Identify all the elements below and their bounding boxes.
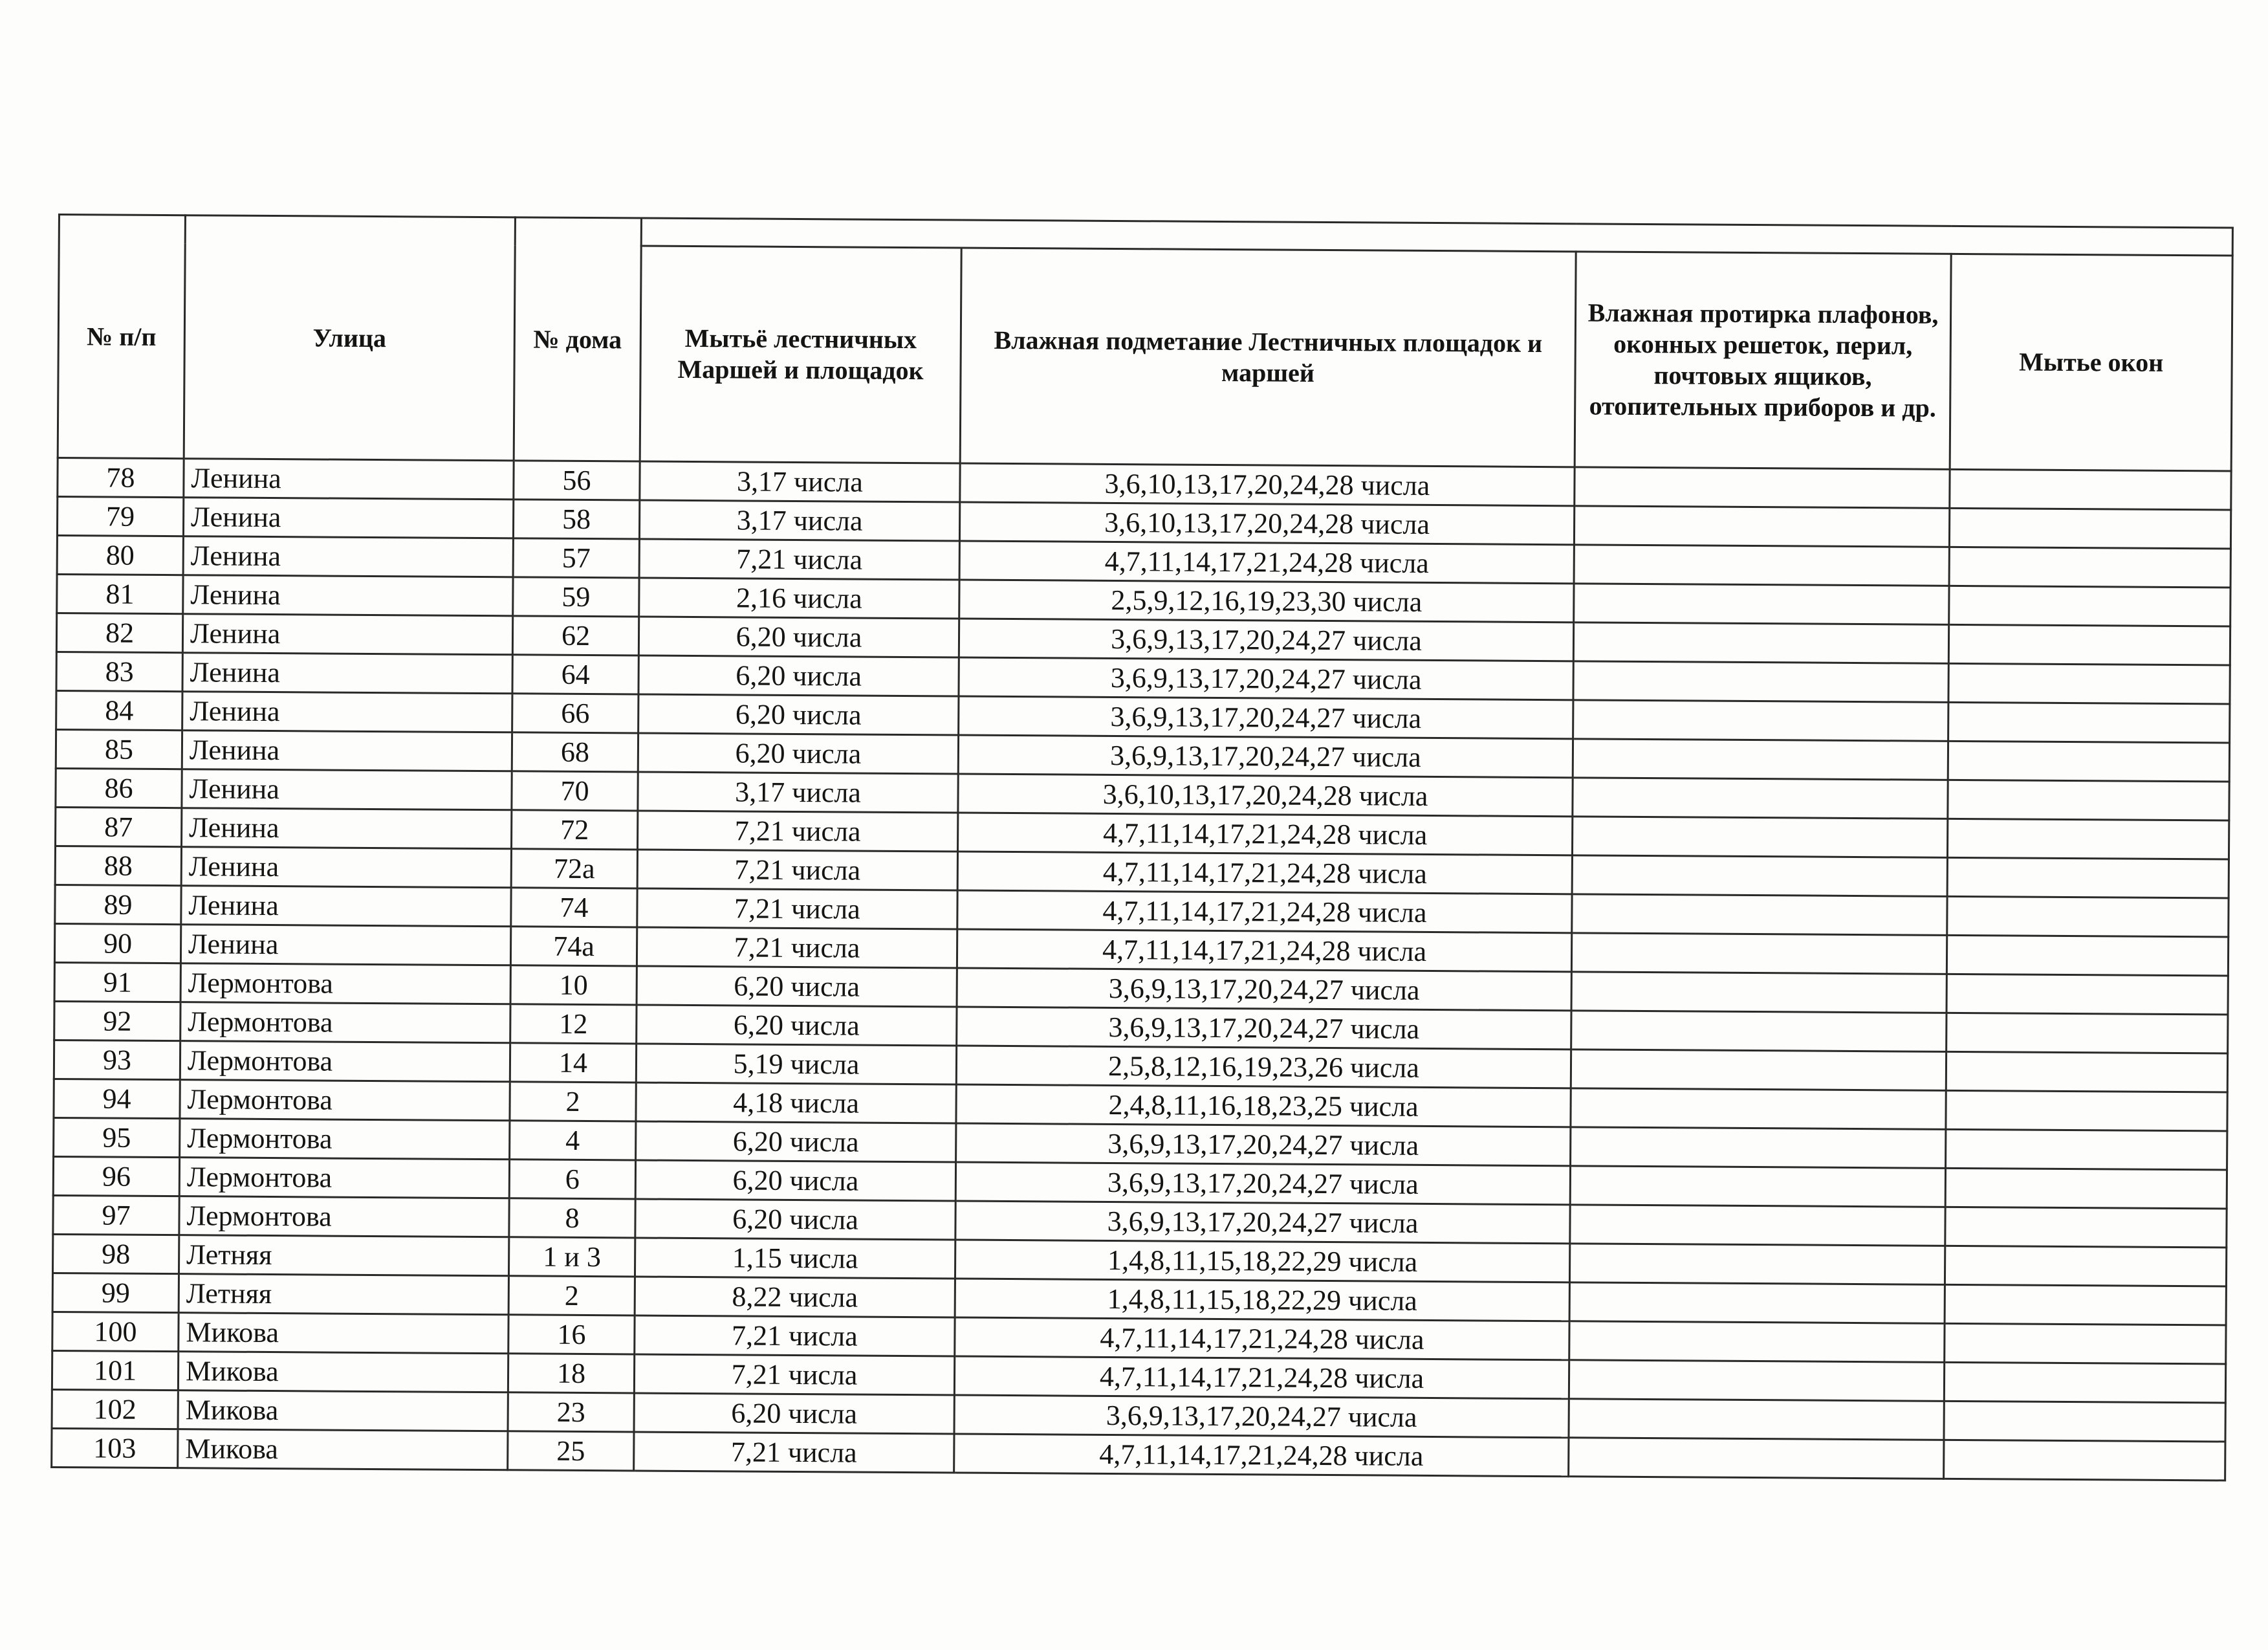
header-stairs-wash: Мытьё лестничных Маршей и площадок [640, 246, 961, 463]
wet-sweep-cell: 2,5,9,12,16,19,23,30 числа [959, 580, 1574, 622]
wet-sweep-cell: 1,4,8,11,15,18,22,29 числа [955, 1240, 1569, 1282]
stairs-wash-cell: 6,20 числа [638, 733, 958, 774]
row-number-cell: 94 [54, 1079, 180, 1118]
wipe-cell [1571, 972, 1946, 1013]
stairs-wash-cell: 8,22 числа [635, 1277, 955, 1317]
wipe-cell [1569, 1321, 1945, 1363]
header-house: № дома [514, 217, 641, 461]
house-number-cell: 23 [508, 1392, 634, 1432]
wet-sweep-cell: 4,7,11,14,17,21,24,28 числа [954, 1356, 1569, 1399]
house-number-cell: 58 [513, 500, 639, 539]
street-cell: Лермонтова [180, 1119, 510, 1160]
house-number-cell: 6 [509, 1160, 635, 1199]
street-cell: Ленина [182, 769, 512, 810]
street-cell: Лермонтова [180, 1041, 510, 1082]
street-cell: Лермонтова [179, 1158, 509, 1198]
wet-sweep-cell: 2,4,8,11,16,18,23,25 числа [956, 1084, 1571, 1127]
wipe-cell [1573, 778, 1948, 819]
wet-sweep-cell: 4,7,11,14,17,21,24,28 числа [957, 852, 1572, 894]
stairs-wash-cell: 1,15 числа [635, 1238, 955, 1279]
windows-cell [1944, 1440, 2225, 1480]
wet-sweep-cell: 3,6,10,13,17,20,24,28 числа [959, 502, 1574, 545]
row-number-cell: 88 [55, 846, 181, 885]
windows-cell [1946, 974, 2228, 1015]
street-cell: Микова [179, 1313, 508, 1354]
house-number-cell: 1 и 3 [508, 1237, 635, 1277]
house-number-cell: 16 [508, 1315, 635, 1354]
street-cell: Ленина [183, 498, 513, 538]
windows-cell [1945, 1323, 2226, 1364]
row-number-cell: 102 [52, 1389, 178, 1429]
stairs-wash-cell: 3,17 числа [639, 500, 959, 541]
street-cell: Лермонтова [180, 963, 510, 1004]
wipe-cell [1573, 622, 1948, 664]
stairs-wash-cell: 6,20 числа [638, 694, 959, 735]
row-number-cell: 83 [56, 652, 182, 691]
stairs-wash-cell: 6,20 числа [634, 1393, 954, 1434]
wipe-cell [1569, 1399, 1944, 1440]
wipe-cell [1572, 855, 1947, 897]
windows-cell [1949, 586, 2230, 626]
wet-sweep-cell: 3,6,9,13,17,20,24,27 числа [956, 1123, 1571, 1166]
street-cell: Лермонтова [180, 1080, 510, 1121]
wet-sweep-cell: 3,6,9,13,17,20,24,27 числа [959, 619, 1573, 661]
stairs-wash-cell: 5,19 числа [636, 1044, 956, 1084]
street-cell: Ленина [182, 731, 512, 771]
house-number-cell: 10 [510, 965, 637, 1005]
row-number-cell: 80 [57, 535, 183, 575]
street-cell: Микова [178, 1352, 508, 1392]
wipe-cell [1575, 467, 1950, 509]
windows-cell [1948, 780, 2229, 820]
wet-sweep-cell: 4,7,11,14,17,21,24,28 числа [958, 813, 1573, 855]
stairs-wash-cell: 7,21 числа [634, 1354, 954, 1395]
windows-cell [1945, 1284, 2226, 1325]
stairs-wash-cell: 6,20 числа [637, 1005, 957, 1046]
wipe-cell [1574, 545, 1949, 586]
row-number-cell: 92 [54, 1001, 180, 1040]
house-number-cell: 18 [508, 1354, 634, 1393]
house-number-cell: 68 [512, 732, 638, 772]
row-number-cell: 90 [54, 923, 180, 963]
row-number-cell: 97 [53, 1195, 179, 1235]
row-number-cell: 103 [52, 1428, 178, 1468]
wet-sweep-cell: 4,7,11,14,17,21,24,28 числа [957, 929, 1571, 972]
stairs-wash-cell: 7,21 числа [634, 1432, 954, 1473]
windows-cell [1945, 1246, 2226, 1286]
house-number-cell: 8 [509, 1198, 635, 1238]
wipe-cell [1571, 1050, 1946, 1091]
street-cell: Ленина [183, 536, 513, 577]
wipe-cell [1574, 506, 1949, 547]
wet-sweep-cell: 3,6,9,13,17,20,24,27 числа [957, 1007, 1571, 1050]
windows-cell [1944, 1401, 2225, 1442]
wipe-cell [1572, 817, 1947, 858]
wipe-cell [1572, 894, 1947, 936]
wet-sweep-cell: 3,6,9,13,17,20,24,27 числа [958, 735, 1573, 778]
house-number-cell: 66 [512, 694, 638, 733]
wipe-cell [1569, 1282, 1945, 1324]
wipe-cell [1570, 1166, 1945, 1207]
windows-cell [1947, 857, 2229, 898]
windows-cell [1948, 741, 2229, 782]
row-number-cell: 101 [52, 1350, 178, 1390]
stairs-wash-cell: 7,21 числа [637, 850, 957, 890]
wet-sweep-cell: 3,6,9,13,17,20,24,27 числа [955, 1162, 1570, 1205]
wipe-cell [1573, 700, 1948, 742]
windows-cell [1946, 935, 2228, 976]
house-number-cell: 56 [514, 461, 640, 500]
stairs-wash-cell: 3,17 числа [638, 772, 958, 813]
street-cell: Микова [178, 1391, 508, 1431]
house-number-cell: 64 [512, 655, 638, 694]
house-number-cell: 70 [512, 771, 638, 811]
windows-cell [1948, 702, 2230, 743]
row-number-cell: 89 [55, 885, 181, 924]
wipe-cell [1573, 661, 1948, 703]
street-cell: Ленина [181, 886, 511, 927]
wipe-cell [1570, 1205, 1945, 1246]
wet-sweep-cell: 3,6,9,13,17,20,24,27 числа [955, 1201, 1570, 1244]
wet-sweep-cell: 4,7,11,14,17,21,24,28 числа [959, 541, 1574, 584]
row-number-cell: 86 [56, 768, 182, 808]
row-number-cell: 100 [52, 1312, 179, 1351]
wet-sweep-cell: 2,5,8,12,16,19,23,26 числа [956, 1046, 1571, 1088]
house-number-cell: 2 [508, 1276, 635, 1315]
street-cell: Ленина [183, 575, 513, 616]
windows-cell [1944, 1362, 2225, 1403]
house-number-cell: 4 [510, 1121, 636, 1160]
stairs-wash-cell: 6,20 числа [637, 966, 957, 1007]
windows-cell [1949, 547, 2230, 588]
windows-cell [1946, 1129, 2227, 1170]
street-cell: Ленина [180, 925, 510, 965]
row-number-cell: 85 [56, 729, 182, 769]
header-street: Улица [184, 215, 515, 461]
row-number-cell: 95 [54, 1117, 180, 1157]
header-windows: Мытье окон [1950, 254, 2232, 471]
house-number-cell: 14 [510, 1043, 636, 1083]
street-cell: Летняя [179, 1274, 508, 1315]
wipe-cell [1571, 933, 1946, 974]
header-num: № п/п [58, 215, 185, 459]
wipe-cell [1569, 1438, 1944, 1479]
cleaning-schedule-table [50, 214, 2234, 1482]
windows-cell [1947, 819, 2229, 859]
windows-cell [1945, 1168, 2227, 1209]
house-number-cell: 2 [510, 1082, 636, 1121]
row-number-cell: 79 [57, 497, 183, 536]
wipe-cell [1569, 1244, 1945, 1285]
wet-sweep-cell: 3,6,9,13,17,20,24,27 числа [959, 657, 1573, 700]
stairs-wash-cell: 6,20 числа [638, 617, 959, 657]
street-cell: Летняя [179, 1235, 508, 1276]
row-number-cell: 93 [54, 1040, 180, 1079]
street-cell: Ленина [182, 808, 512, 849]
row-number-cell: 82 [56, 613, 182, 652]
house-number-cell: 74 [511, 888, 637, 927]
house-number-cell: 74а [510, 927, 637, 966]
wet-sweep-cell: 4,7,11,14,17,21,24,28 числа [957, 890, 1572, 933]
row-number-cell: 78 [58, 458, 184, 498]
windows-cell [1946, 1090, 2227, 1131]
row-number-cell: 91 [54, 962, 180, 1002]
house-number-cell: 12 [510, 1004, 637, 1044]
stairs-wash-cell: 2,16 числа [639, 578, 959, 619]
street-cell: Микова [178, 1429, 508, 1470]
windows-cell [1946, 1013, 2228, 1053]
stairs-wash-cell: 6,20 числа [635, 1160, 955, 1201]
row-number-cell: 98 [52, 1234, 179, 1273]
stairs-wash-cell: 7,21 числа [637, 927, 957, 968]
wipe-cell [1571, 1127, 1946, 1169]
house-number-cell: 57 [513, 538, 639, 578]
street-cell: Ленина [182, 692, 512, 732]
street-cell: Ленина [184, 459, 514, 500]
house-number-cell: 59 [513, 577, 639, 617]
table-body [52, 458, 2231, 1480]
windows-cell [1945, 1207, 2227, 1248]
stairs-wash-cell: 6,20 числа [636, 1121, 956, 1162]
row-number-cell: 81 [57, 574, 183, 613]
house-number-cell: 25 [508, 1431, 634, 1471]
windows-cell [1947, 896, 2229, 937]
street-cell: Ленина [182, 653, 512, 694]
stairs-wash-cell: 3,17 числа [640, 461, 960, 502]
windows-cell [1949, 508, 2230, 549]
street-cell: Лермонтова [180, 1002, 510, 1043]
stairs-wash-cell: 6,20 числа [638, 655, 959, 696]
row-number-cell: 84 [56, 690, 182, 730]
stairs-wash-cell: 7,21 числа [639, 539, 959, 580]
stairs-wash-cell: 6,20 числа [635, 1199, 955, 1240]
stairs-wash-cell: 7,21 числа [637, 888, 957, 929]
wet-sweep-cell: 4,7,11,14,17,21,24,28 числа [955, 1317, 1569, 1360]
wipe-cell [1574, 584, 1949, 625]
wipe-cell [1573, 739, 1948, 780]
windows-cell [1948, 624, 2230, 665]
wipe-cell [1571, 1088, 1946, 1130]
house-number-cell: 62 [512, 616, 638, 655]
wet-sweep-cell: 4,7,11,14,17,21,24,28 числа [954, 1434, 1569, 1477]
header-wet-sweep: Влажная подметание Лестничных площадок и маршей [960, 248, 1576, 467]
wet-sweep-cell: 3,6,10,13,17,20,24,28 числа [958, 774, 1573, 817]
row-number-cell: 99 [52, 1273, 179, 1312]
windows-cell [1946, 1051, 2227, 1092]
street-cell: Ленина [182, 614, 512, 655]
wet-sweep-cell: 1,4,8,11,15,18,22,29 числа [955, 1279, 1569, 1321]
wipe-cell [1571, 1011, 1946, 1052]
row-number-cell: 96 [53, 1156, 179, 1196]
stairs-wash-cell: 7,21 числа [638, 811, 958, 852]
windows-cell [1950, 469, 2231, 510]
wipe-cell [1569, 1360, 1944, 1402]
stairs-wash-cell: 7,21 числа [635, 1315, 955, 1356]
stairs-wash-cell: 4,18 числа [636, 1083, 956, 1123]
header-wipe: Влажная протирка плафонов, оконных решеток, перил, почтовых ящиков, отопительных приборов и др. [1575, 252, 1951, 470]
wet-sweep-cell: 3,6,9,13,17,20,24,27 числа [957, 968, 1571, 1011]
row-number-cell: 87 [56, 807, 182, 846]
wet-sweep-cell: 3,6,9,13,17,20,24,27 числа [959, 696, 1573, 739]
street-cell: Ленина [181, 847, 511, 888]
wet-sweep-cell: 3,6,10,13,17,20,24,28 числа [960, 463, 1575, 506]
windows-cell [1948, 663, 2230, 704]
house-number-cell: 72а [511, 849, 637, 888]
house-number-cell: 72 [512, 810, 638, 850]
street-cell: Лермонтова [179, 1196, 509, 1237]
wet-sweep-cell: 3,6,9,13,17,20,24,27 числа [954, 1395, 1569, 1438]
